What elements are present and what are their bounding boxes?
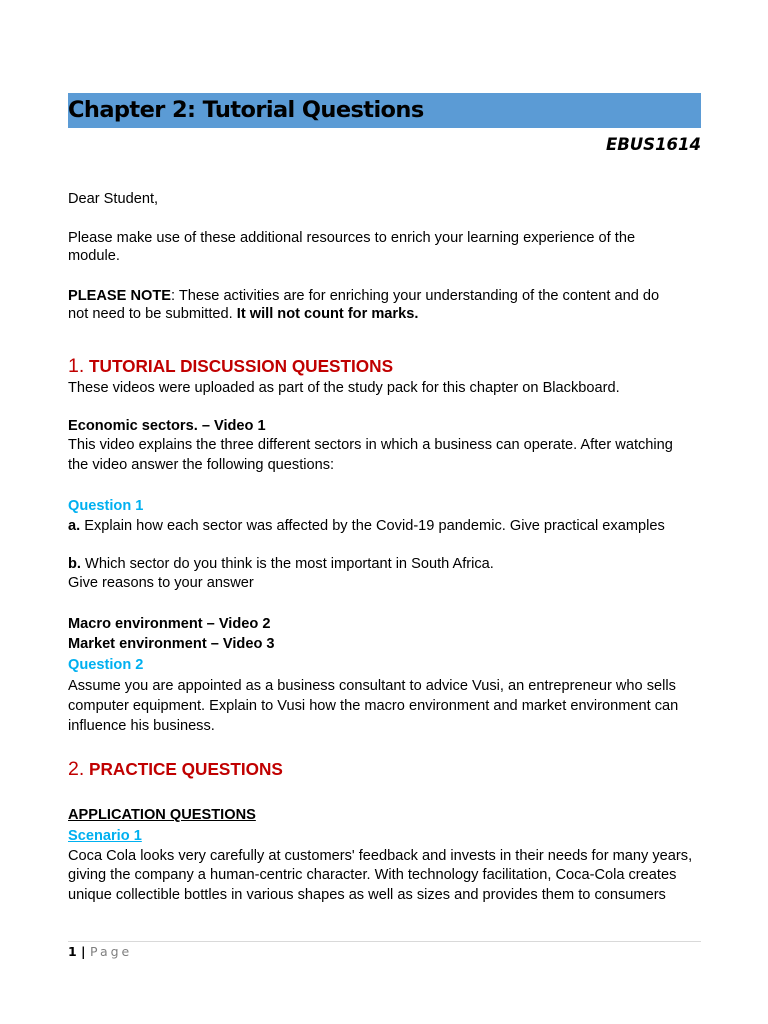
scenario-text-line3: unique collectible bottles in various shapes as well as sizes and provides them to consumers	[68, 887, 666, 903]
footer-separator: |	[76, 944, 90, 959]
video3-title: Market environment – Video 3	[68, 636, 275, 652]
scenario-text-line1: Coca Cola looks very carefully at customers' feedback and invests in their needs for many years,	[68, 848, 693, 864]
note-text: : These activities are for enriching your understanding of the content and do	[170, 288, 660, 304]
note-line2	[68, 304, 418, 324]
section-number: 1.	[68, 355, 85, 377]
page-footer	[68, 943, 132, 961]
question-2-label: Question 2	[68, 657, 144, 673]
section-number: 2.	[68, 758, 85, 780]
application-questions-heading: APPLICATION QUESTIONS	[68, 807, 256, 823]
page-title: Chapter 2: Tutorial Questions	[68, 97, 424, 123]
page-label: Page	[89, 944, 133, 959]
video2-title: Macro environment – Video 2	[68, 616, 271, 632]
video1-text-line1: This video explains the three different sectors in which a business can operate. After watching	[68, 437, 673, 453]
video1-title: Economic sectors. – Video 1	[68, 418, 266, 434]
question-1b-line2: Give reasons to your answer	[68, 575, 254, 591]
scenario-text-line2: giving the company a human-centric character. With technology facilitation, Coca-Cola creates	[68, 867, 677, 883]
greeting: Dear Student,	[68, 191, 159, 207]
question-2-line1: Assume you are appointed as a business consultant to advice Vusi, an entrepreneur who sells	[68, 678, 676, 694]
section-title: PRACTICE QUESTIONS	[89, 759, 283, 779]
question-2-line3: influence his business.	[68, 718, 215, 734]
resources-text-line2: module.	[68, 248, 120, 264]
q1a-text: Explain how each sector was affected by the Covid-19 pandemic. Give practical examples	[80, 518, 665, 534]
resources-text-line1: Please make use of these additional resources to enrich your learning experience of the	[68, 230, 636, 246]
note-bold-text: It will not count for marks.	[236, 306, 419, 322]
q1a-marker: a.	[68, 518, 81, 534]
section-heading-tutorial	[68, 355, 393, 377]
page-number: 1	[68, 944, 77, 959]
question-1b	[68, 554, 494, 574]
note-label: PLEASE NOTE	[68, 288, 171, 304]
footer-divider	[68, 941, 701, 942]
question-2-line2: computer equipment. Explain to Vusi how the macro environment and market environment can	[68, 698, 679, 714]
course-code: EBUS1614	[605, 135, 701, 154]
note-text-cont: not need to be submitted.	[68, 306, 237, 322]
question-1a	[68, 516, 665, 536]
question-1-label: Question 1	[68, 498, 144, 514]
q1b-marker: b.	[68, 556, 81, 572]
section1-intro: These videos were uploaded as part of the study pack for this chapter on Blackboard.	[68, 380, 620, 396]
scenario-1-link[interactable]: Scenario 1	[68, 828, 142, 844]
q1b-text: Which sector do you think is the most important in South Africa.	[80, 556, 494, 572]
section-heading-practice	[68, 758, 283, 780]
note-line1	[68, 286, 659, 306]
video1-text-line2: the video answer the following questions:	[68, 457, 335, 473]
section-title: TUTORIAL DISCUSSION QUESTIONS	[89, 356, 394, 376]
